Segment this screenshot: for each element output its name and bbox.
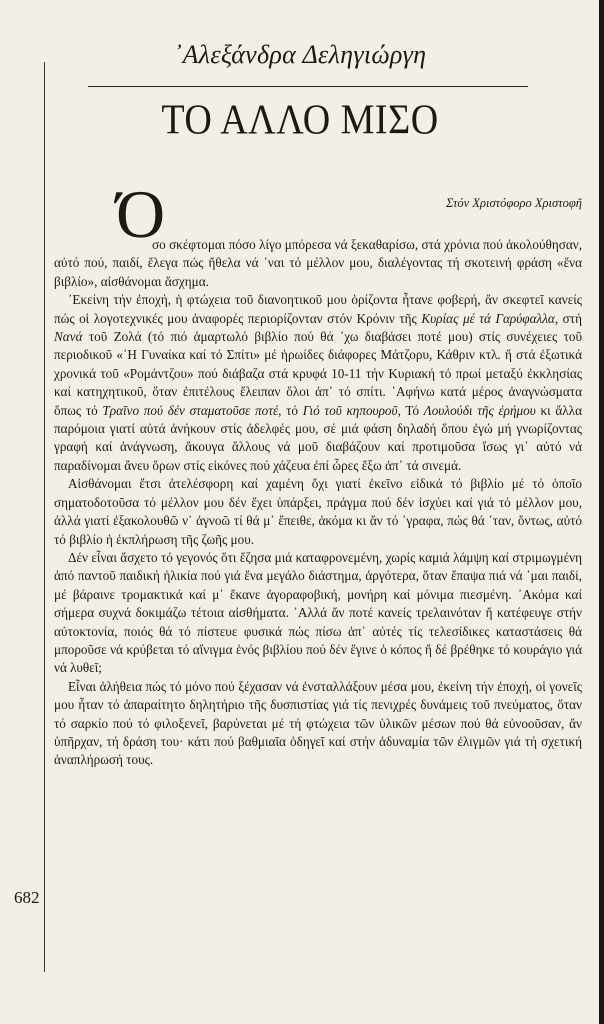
author-name: ᾿Αλεξάνδρα Δεληγιώργη: [173, 40, 427, 69]
page-edge: [599, 0, 604, 1024]
book-title-traino: Τραῖνο πού δέν σταματοῦσε ποτέ: [102, 402, 279, 418]
title-rule: [88, 86, 528, 87]
book-title-gio: Γιό τοῦ κηπουροῦ: [302, 402, 398, 418]
page-title: ΤΟ ΑΛΛΟ ΜΙΣΟ: [161, 96, 439, 144]
paragraph-2-text-f: κι ἄλλα παρόμοια γιατί αὐτά ἀνήκουν στίς ἀδελφές μου, σέ μιά φάση δηλαδή ὅπου ἐγώ μή γνωρίζοντας γραφή καί ἀνάγνωση, ἄκουγα ἄλλους νά μοῦ διαβάζουν καί προτιμοῦσα ἴσως γι᾿ αὐτό νά παραδίνομαι ἄνευ ὅρων στίς εἰκόνες πού χάζευα ἐπί ὧρες ἔξω ἀπ᾿ τά σινεμά.: [54, 402, 582, 473]
paragraph-2-text-d: , τό: [278, 402, 303, 418]
paragraph-4: Δέν εἶναι ἄσχετο τό γεγονός ὅτι ἔζησα μιά καταφρονεμένη, χωρίς καμιά λάμψη καί στριμωγμένη ἀπό παντοῦ παιδική ἡλικία πού γιά ἕνα μεγάλο διάστημα, ἀργότερα, ὅταν ἔπαψα πιά νά ᾿μαι παιδί, μέ βάραινε τρομακτικά καί μ᾿ ἔκανε ἀγοραφοβική, μονήρη καί μόνιμα πιεσμένη. ᾿Ακόμα καί σήμερα συχνά δοκιμάζω τέτοια αἰσθήματα. ᾿Αλλά ἄν ποτέ κανείς τρελαινόταν ἤ κατέφευγε στήν αὐτοκτονία, ποιός θά τό πίστευε φυσικά πώς πίσω ἀπ᾿ αὐτές τίς τελεσίδικες καταστάσεις θά μποροῦσε νά κρύβεται τό αἴνιγμα ἑνός βιβλίου πού δέν ἔγινε ὁ κόπος ἤ δέ βρέθηκε τό κουράγιο γιά νά λυθεῖ;: [54, 549, 582, 676]
margin-rule: [44, 62, 45, 972]
book-title-nana: Νανά: [54, 329, 83, 345]
book-title-louloudi: Λουλούδι τῆς ἐρήμου: [423, 402, 536, 418]
paragraph-2-text-e: , Τό: [397, 402, 424, 418]
paragraph-2-text-a: ᾿Εκείνη τήν ἐποχή, ἡ φτώχεια τοῦ διανοητικοῦ μου ὁρίζοντα ἦτανε φοβερή, ἄν σκεφτεῖ κανείς πώς οἱ λογοτεχνικές μου ἀναφορές περιορίζονταν στόν Κρόνιν τῆς: [54, 292, 582, 326]
article-body: [54, 236, 582, 770]
paragraph-5: Εἶναι ἀλήθεια πώς τό μόνο πού ξέχασαν νά ἐνσταλλάξουν μέσα μου, ἐκείνη τήν ἐποχή, οἱ γονεῖς μου ἦταν τό ἀπαραίτητο δηλητήριο τῆς δυσπιστίας γιά τίς πενιχρές δυνάμεις τοῦ πνεύματος, ὅταν τό σαρκίο πού τό φιλοξενεῖ, βαρύνεται μέ τή φτώχεια τῶν ὑλικῶν μέσων πού θά εὐνοοῦσαν, ἄν ὑπῆρχαν, τή δράση του· κάτι πού βαθμιαῖα ὁδηγεῖ καί στήν ἀδυναμία τῶν ἐλιγμῶν γιά τή σχετική ἀναπλήρωσή τους.: [54, 678, 582, 768]
book-title-kyrias: Κυρίας μέ τά Γαρύφαλλα: [421, 310, 555, 326]
paragraph-2-text-c: τοῦ Ζολά (τό πιό ἁμαρτωλό βιβλίο πού θά ᾿χω διαβάσει ποτέ μου) στίς συνέχειες τοῦ περιοδικοῦ «῾Η Γυναίκα καί τό Σπίτι» μέ ἡρωίδες διάφορες Μάτζορυ, Κάθριν κτλ. ἤ στά ἐξωτικά χρονικά τοῦ «Ρομάντζου» πού διάβαζα στά κρυφά 10-11 τήν Κυριακή τό πρωί μεταξύ ἐκκλησίας καί κατηχητικοῦ, ὅταν ἐπιτέλους ἔλειπαν ὅλοι ἀπ᾿ τό σπίτι. ᾿Αφήνω κατά μέρος ἀναγνώσματα ὅπως τό: [54, 329, 582, 418]
paragraph-3: Αἰσθάνομαι ἔτσι ἀτελέσφορη καί χαμένη ὄχι γιατί ἐκεῖνο εἰδικά τό βιβλίο μέ τό ὁποῖο σηματοδοτοῦσα τό μέλλον μου δέν ἔχει ὑπάρξει, πράγμα πού δέν ἰσχύει καί γιά τό μέλλον μου, ἀλλά γιατί ἐξακολουθῶ ν᾿ ἀγνοῶ τί θά μ᾿ ἔπειθε, ἀκόμα κι ἄν τό ᾿γραφα, πώς θά ᾿ταν, ὄντως, αὐτό τό βιβλίο ἡ ἐκπλήρωση τῆς ζωῆς μου.: [54, 476, 582, 547]
paragraph-2: [54, 291, 582, 475]
paragraph-2-text-b: , στή: [554, 310, 582, 326]
dedication: Στόν Χριστόφορο Χριστοφῆ: [445, 196, 582, 210]
paragraph-1-text: σο σκέφτομαι πόσο λίγο μπόρεσα νά ξεκαθαρίσω, στά χρόνια πού ἀκολούθησαν, αὐτό πού, παιδί, ἔλεγα πώς ἤθελα νά ᾿ναι τό μέλλον μου, διαλέγοντας τή σκοτεινή φράση «ἕνα βιβλίο», αἰσθάνομαι ἄσχημα.: [54, 237, 582, 289]
paragraph-1: [54, 236, 582, 291]
drop-cap: Ό: [116, 176, 166, 252]
page-number: 682: [14, 888, 40, 907]
